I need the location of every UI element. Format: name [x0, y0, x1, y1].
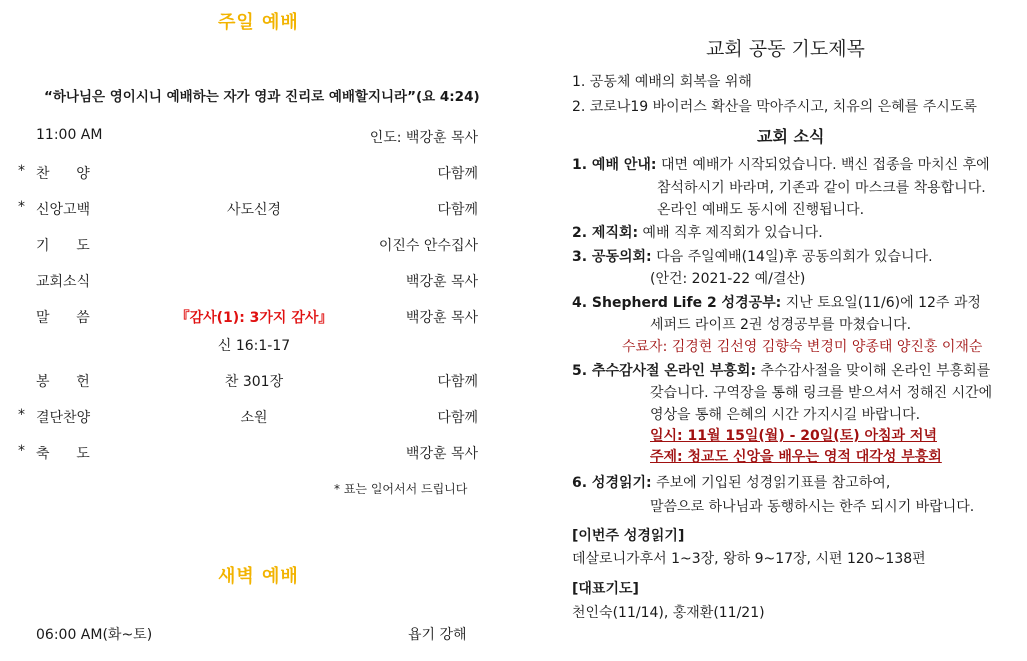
news-item-1 [572, 154, 990, 174]
news-item-2 [572, 222, 823, 242]
order-right: 백강훈 목사 [405, 274, 478, 290]
news-text: 세퍼드 라이프 2권 성경공부를 마쳤습니다. [650, 317, 912, 333]
order-right: 다함께 [437, 202, 478, 218]
order-row [0, 371, 530, 391]
order-row [0, 307, 530, 327]
standing-mark: * [18, 443, 25, 459]
order-label: 교회소식 [36, 274, 91, 290]
order-right: 이진수 안수집사 [378, 238, 478, 254]
order-row [0, 199, 530, 219]
reading-text: 데살로니가후서 1~3장, 왕하 9~17장, 시편 120~138편 [572, 551, 926, 567]
order-row [0, 163, 530, 183]
news-item-4 [572, 292, 981, 312]
news-text: 주보에 기입된 성경읽기표를 참고하여, [651, 475, 891, 491]
order-label: 축 도 [36, 446, 90, 462]
news-text: 갖습니다. 구역장을 통해 링크를 받으셔서 정해진 시간에 [650, 385, 993, 401]
news-label: 3. 공동의회: [572, 249, 652, 265]
rep-prayer-title: [대표기도] [572, 581, 639, 597]
news-text: 예배 직후 제직회가 있습니다. [638, 225, 823, 241]
order-label: 결단찬양 [36, 410, 91, 426]
order-row [0, 127, 530, 147]
standing-note: * 표는 일어서서 드립니다 [334, 482, 468, 496]
prayer-title: 교회 공동 기도제목 [706, 38, 865, 60]
news-text: 온라인 예배도 동시에 진행됩니다. [657, 202, 865, 218]
dawn-service-topic: 욥기 강해 [408, 627, 467, 643]
order-label: 11:00 AM [36, 127, 103, 143]
standing-mark: * [18, 407, 25, 423]
rep-prayer-text: 천인숙(11/14), 홍재환(11/21) [572, 605, 765, 621]
news-text: 말씀으로 하나님과 동행하시는 한주 되시기 바랍니다. [650, 499, 975, 515]
news-title: 교회 소식 [757, 127, 825, 146]
news-item-5 [572, 360, 990, 380]
news-text: (안건: 2021-22 예/결산) [650, 271, 806, 287]
order-center: 찬 301장 [224, 374, 284, 390]
order-right: 백강훈 목사 [405, 310, 478, 326]
news-text: 영상을 통해 은혜의 시간 가지시길 바랍니다. [650, 407, 921, 423]
order-row [0, 443, 530, 463]
order-center: 소원 [240, 410, 268, 426]
order-row [0, 407, 530, 427]
graduates-list: 수료자: 김경현 김선영 김향숙 변경미 양종태 양진홍 이재순 [622, 339, 983, 355]
news-label: 5. 추수감사절 온라인 부흥회: [572, 363, 757, 379]
news-text: 참석하시기 바라며, 기존과 같이 마스크를 착용합니다. [657, 180, 986, 196]
news-label: 4. Shepherd Life 2 성경공부: [572, 295, 782, 311]
standing-mark: * [18, 163, 25, 179]
order-right: 다함께 [437, 374, 478, 390]
prayer-item: 1. 공동체 예배의 회복을 위해 [572, 74, 752, 90]
order-label: 말 씀 [36, 310, 90, 326]
order-row [0, 335, 530, 355]
news-label: 6. 성경읽기: [572, 475, 652, 491]
sunday-service-title: 주일 예배 [218, 12, 299, 33]
news-item-6 [572, 472, 890, 492]
dawn-service-title: 새벽 예배 [218, 566, 299, 587]
order-row [0, 235, 530, 255]
news-item-3 [572, 246, 933, 266]
order-center: 『감사(1): 3가지 감사』 [175, 310, 333, 326]
revival-date: 일시: 11월 15일(월) - 20일(토) 아침과 저녁 [650, 428, 937, 444]
news-label: 2. 제직회: [572, 225, 639, 241]
news-text: 다음 주일예배(14일)후 공동의회가 있습니다. [651, 249, 933, 265]
news-text: 추수감사절을 맞이해 온라인 부흥회를 [756, 363, 991, 379]
order-label: 찬 양 [36, 166, 90, 182]
order-right: 인도: 백강훈 목사 [369, 130, 478, 146]
order-center: 사도신경 [226, 202, 282, 218]
order-right: 다함께 [437, 166, 478, 182]
news-text: 지난 토요일(11/6)에 12주 과정 [781, 295, 981, 311]
order-right: 백강훈 목사 [405, 446, 478, 462]
order-label: 봉 헌 [36, 374, 90, 390]
news-label: 1. 예배 안내: [572, 157, 657, 173]
order-label: 신앙고백 [36, 202, 91, 218]
reading-title: [이번주 성경읽기] [572, 528, 685, 544]
order-center: 신 16:1-17 [217, 338, 291, 354]
standing-mark: * [18, 199, 25, 215]
dawn-service-time: 06:00 AM(화~토) [36, 627, 153, 643]
news-text: 대면 예배가 시작되었습니다. 백신 접종을 마치신 후에 [656, 157, 990, 173]
prayer-item: 2. 코로나19 바이러스 확산을 막아주시고, 치유의 은혜를 주시도록 [572, 99, 977, 115]
revival-theme: 주제: 청교도 신앙을 배우는 영적 대각성 부흥회 [650, 449, 942, 465]
order-right: 다함께 [437, 410, 478, 426]
order-row [0, 271, 530, 291]
scripture-verse: “하나님은 영이시니 예배하는 자가 영과 진리로 예배할지니라”(요 4:24) [44, 89, 480, 105]
order-label: 기 도 [36, 238, 90, 254]
